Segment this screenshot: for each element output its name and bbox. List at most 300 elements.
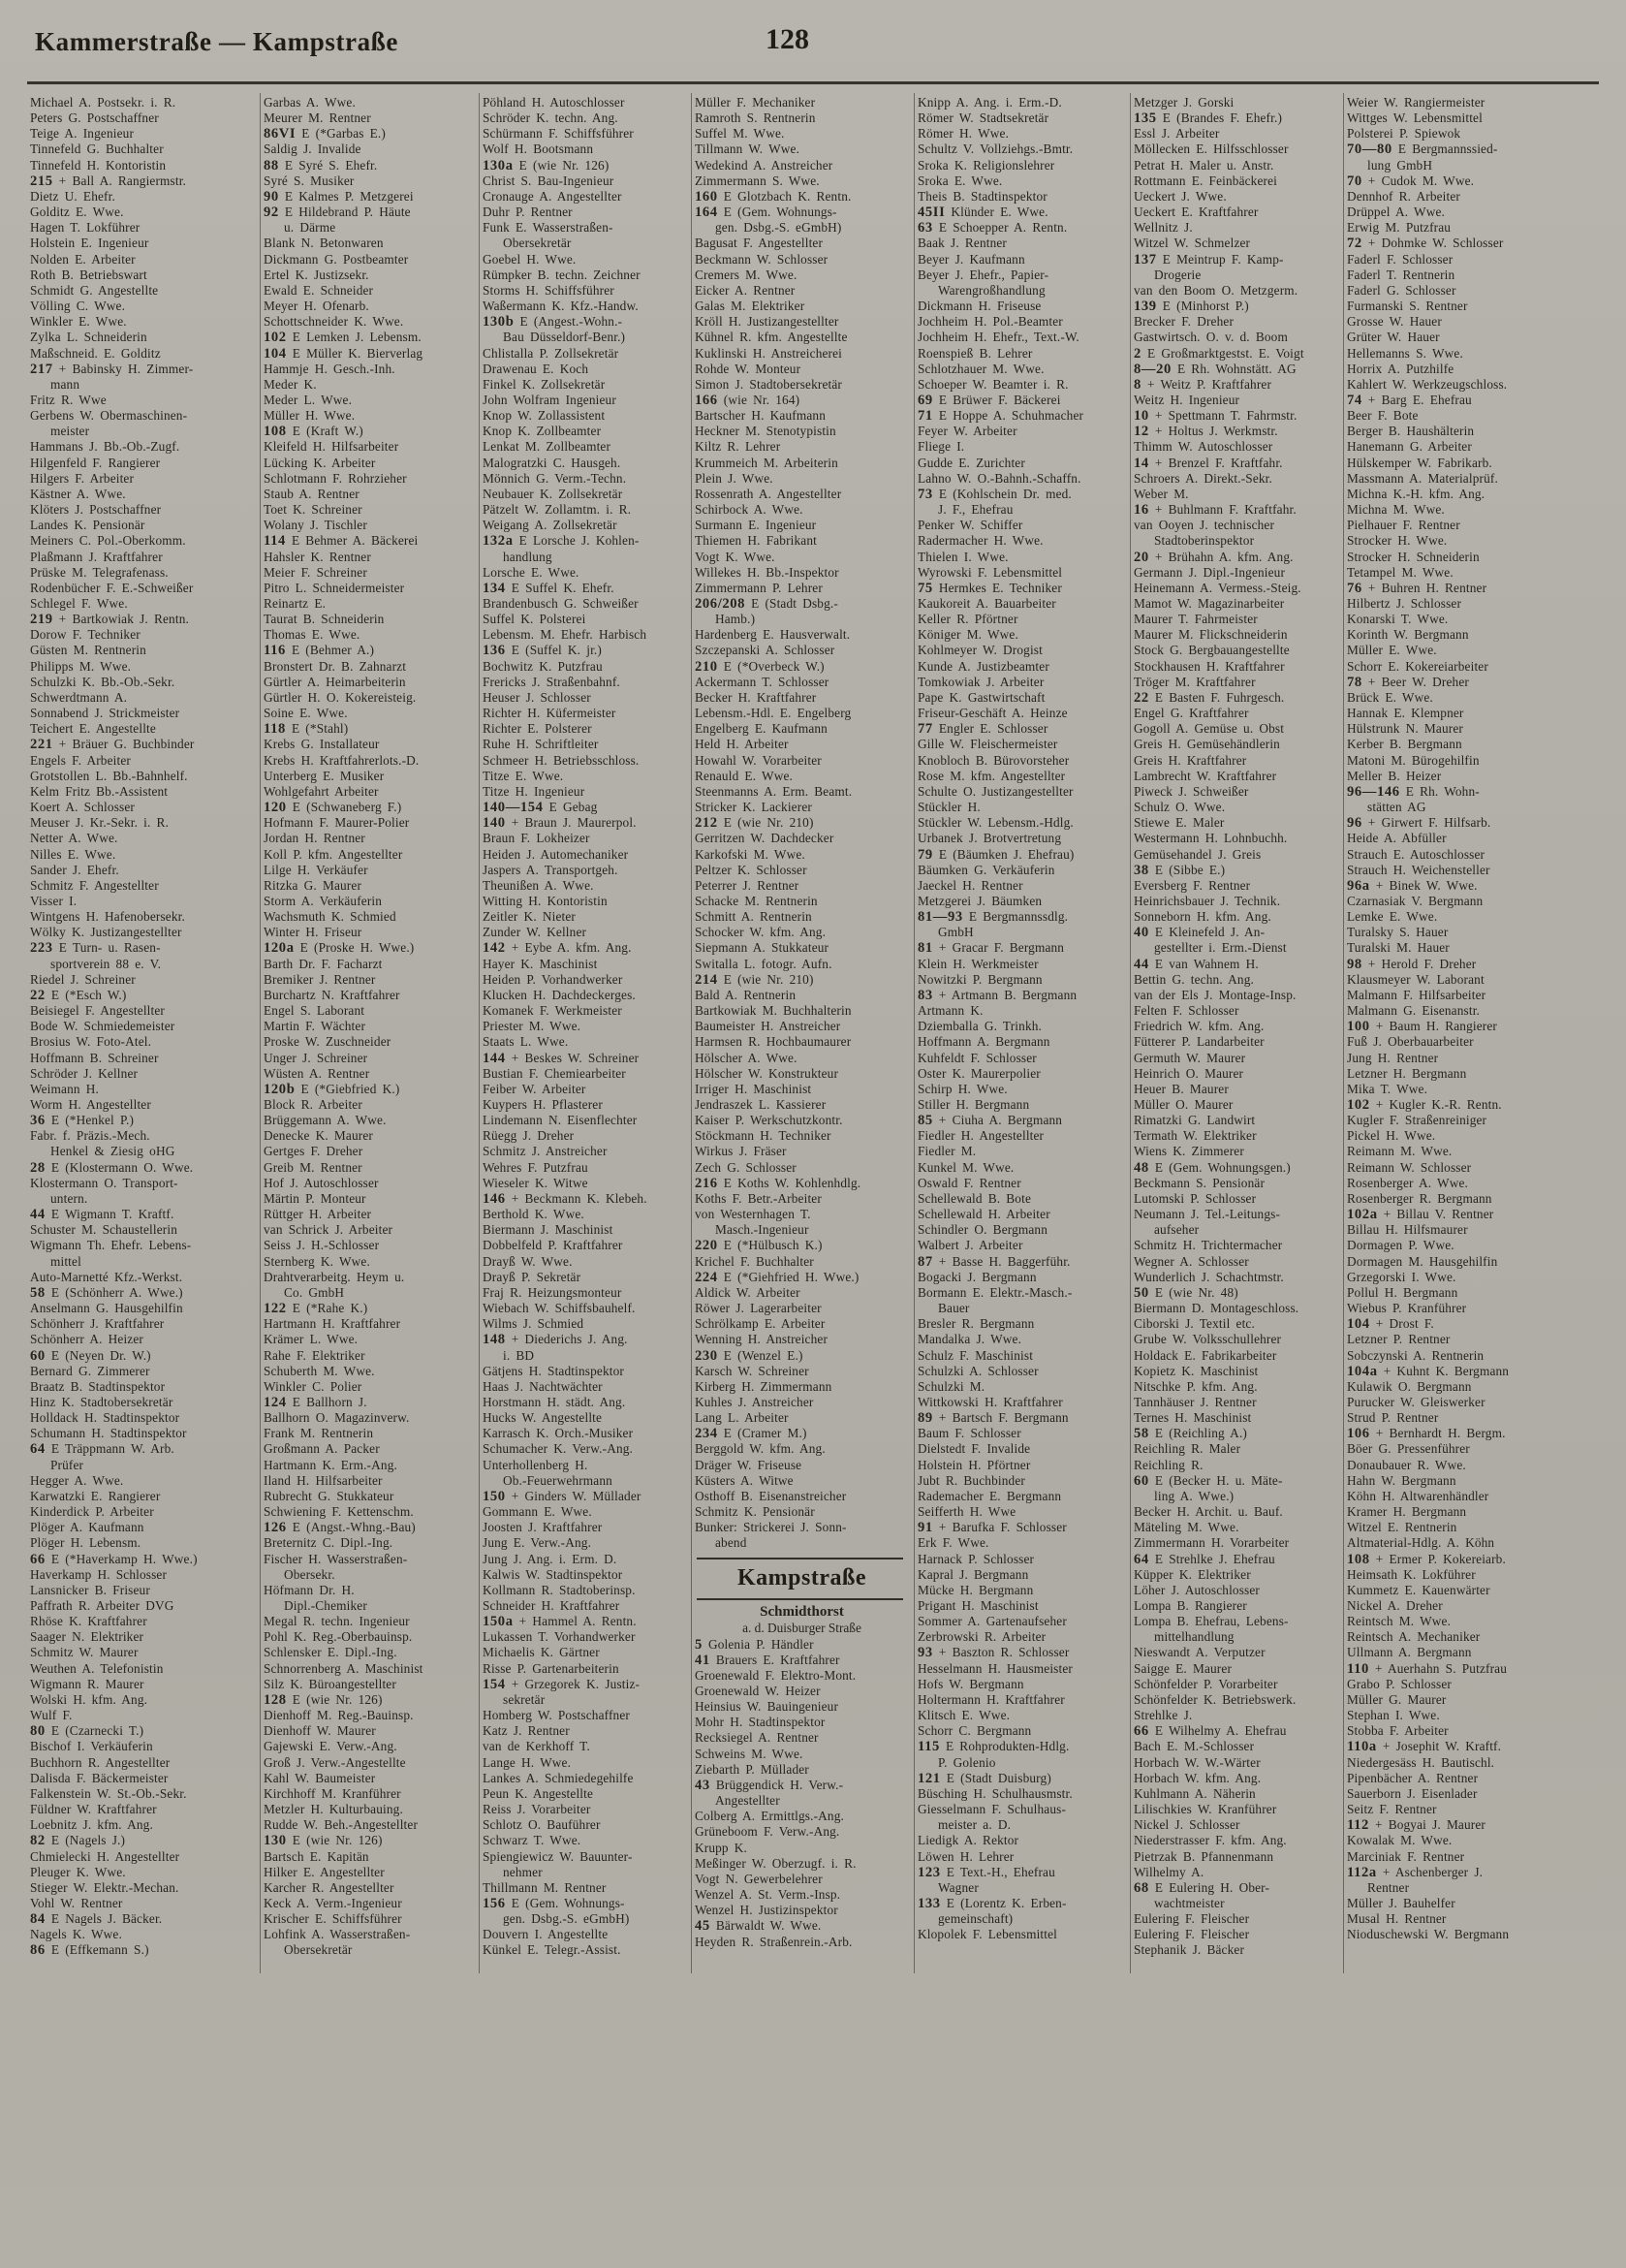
directory-entry: Rüegg J. Dreher bbox=[483, 1128, 575, 1144]
directory-entry: 154 + Grzegorek K. Justiz- bbox=[483, 1676, 641, 1692]
directory-entry: Martin F. Wächter bbox=[264, 1019, 366, 1034]
directory-entry: Wolf H. Bootsmann bbox=[483, 142, 594, 157]
column-2 bbox=[260, 93, 479, 1973]
directory-entry: Stiller H. Bergmann bbox=[918, 1097, 1030, 1112]
directory-entry: Peters G. Postschaffner bbox=[30, 110, 159, 126]
directory-entry: 144 + Beskes W. Schreiner bbox=[483, 1050, 640, 1066]
directory-entry: Toet K. Schreiner bbox=[264, 502, 362, 518]
directory-entry: Turalski M. Hauer bbox=[1347, 940, 1450, 956]
directory-entry: Karrasch K. Orch.-Musiker bbox=[483, 1426, 634, 1441]
directory-entry: Grosse W. Hauer bbox=[1347, 314, 1442, 330]
directory-entry: Schorr E. Kokereiarbeiter bbox=[1347, 658, 1488, 674]
directory-entry: Reimann W. Schlosser bbox=[1347, 1159, 1472, 1175]
directory-entry: Lebensm.-Hdl. E. Engelberg bbox=[695, 706, 852, 721]
house-number: 73 bbox=[918, 486, 933, 502]
directory-entry: Tinnefeld G. Buchhalter bbox=[30, 142, 164, 157]
district-subheader: Schmidthorst bbox=[760, 1603, 844, 1620]
directory-entry: Braun F. Lokheizer bbox=[483, 831, 590, 846]
directory-entry: Hofs W. Bergmann bbox=[918, 1676, 1024, 1691]
house-number: 20 bbox=[1134, 549, 1149, 565]
directory-entry: Seiss J. H.-Schlosser bbox=[264, 1238, 380, 1253]
directory-entry: Held H. Arbeiter bbox=[695, 737, 789, 752]
directory-entry: Storms H. Schiffsführer bbox=[483, 282, 614, 298]
directory-entry: Stückler W. Lebensm.-Hdlg. bbox=[918, 815, 1074, 831]
directory-entry: Krämer L. Wwe. bbox=[264, 1332, 359, 1347]
house-number: 120a bbox=[264, 940, 295, 957]
house-number: 150 bbox=[483, 1488, 506, 1504]
column-3 bbox=[479, 93, 691, 1973]
directory-entry: Beer F. Bote bbox=[1347, 408, 1419, 424]
directory-entry: Gastwirtsch. O. v. d. Boom bbox=[1134, 330, 1288, 345]
directory-entry: 58 E (Reichling A.) bbox=[1134, 1426, 1247, 1442]
directory-entry: Weuthen A. Telefonistin bbox=[30, 1660, 164, 1676]
directory-entry: Gerritzen W. Dachdecker bbox=[695, 831, 834, 846]
directory-entry: Saldig J. Invalide bbox=[264, 142, 361, 157]
directory-entry: 140—154 E Gebag bbox=[483, 800, 598, 816]
directory-entry: Unterberg E. Musiker bbox=[264, 768, 385, 783]
house-number: 14 bbox=[1134, 455, 1149, 471]
directory-entry: Termath W. Elektriker bbox=[1134, 1128, 1257, 1144]
directory-entry: Wellnitz J. bbox=[1134, 220, 1193, 236]
directory-entry: Proske W. Zuschneider bbox=[264, 1034, 391, 1050]
directory-entry: Knop W. Zollassistent bbox=[483, 408, 606, 424]
directory-entry: Piweck J. Schweißer bbox=[1134, 783, 1249, 799]
house-number: 104a bbox=[1347, 1363, 1378, 1379]
directory-entry: Greis H. Gemüsehändlerin bbox=[1134, 737, 1280, 752]
house-number: 160 bbox=[695, 188, 718, 205]
directory-entry: Horstmann H. städt. Ang. bbox=[483, 1394, 626, 1409]
directory-entry: Chmielecki H. Angestellter bbox=[30, 1848, 180, 1864]
house-number: 148 bbox=[483, 1332, 506, 1348]
directory-entry: Meiners C. Pol.-Oberkomm. bbox=[30, 533, 186, 549]
directory-entry: Hof J. Autoschlosser bbox=[264, 1175, 379, 1190]
house-number: 142 bbox=[483, 940, 506, 957]
house-number: 130b bbox=[483, 314, 515, 331]
house-number: 69 bbox=[918, 392, 933, 408]
house-number: 212 bbox=[695, 815, 718, 832]
directory-entry: 120a E (Proske H. Wwe.) bbox=[264, 940, 415, 957]
directory-entry: John Wolfram Ingenieur bbox=[483, 392, 616, 407]
house-number: 2 bbox=[1134, 345, 1141, 362]
directory-entry: Strocker H. Wwe. bbox=[1347, 533, 1448, 549]
directory-entry: Radermacher H. Wwe. bbox=[918, 533, 1044, 549]
directory-entry: Zech G. Schlosser bbox=[695, 1159, 797, 1175]
directory-entry: Wittges W. Lebensmittel bbox=[1347, 110, 1483, 126]
directory-entry: Meßinger W. Oberzugf. i. R. bbox=[695, 1855, 857, 1871]
directory-entry: Gertges F. Dreher bbox=[264, 1144, 363, 1159]
directory-entry: Peun K. Angestellte bbox=[483, 1785, 594, 1801]
directory-entry: Frericks J. Straßenbahnf. bbox=[483, 674, 620, 689]
directory-entry: Zylka L. Schneiderin bbox=[30, 330, 147, 345]
directory-entry: Weber M. bbox=[1134, 486, 1189, 501]
directory-entry: Nowitzki P. Bergmann bbox=[918, 971, 1043, 987]
directory-entry: Heuser J. Schlosser bbox=[483, 689, 591, 705]
directory-entry: Kopietz K. Maschinist bbox=[1134, 1363, 1259, 1378]
directory-entry: Gudde E. Zurichter bbox=[918, 455, 1025, 470]
directory-entry: Baak J. Rentner bbox=[918, 236, 1008, 251]
directory-entry: Simon J. Stadtobersekretär bbox=[695, 376, 843, 392]
directory-entry: 140 + Braun J. Maurerpol. bbox=[483, 815, 637, 832]
directory-entry: 210 E (*Overbeck W.) bbox=[695, 658, 825, 675]
directory-entry: Holtermann H. Kraftfahrer bbox=[918, 1691, 1065, 1707]
house-number: 84 bbox=[30, 1911, 46, 1928]
directory-entry: Barth Dr. F. Facharzt bbox=[264, 956, 383, 971]
directory-entry: Eversberg F. Rentner bbox=[1134, 877, 1251, 893]
directory-entry: Gajewski E. Verw.-Ang. bbox=[264, 1739, 397, 1754]
directory-entry: Vogt N. Gewerbelehrer bbox=[695, 1871, 823, 1886]
directory-entry: Jordan H. Rentner bbox=[264, 831, 365, 846]
house-number: 140—154 bbox=[483, 800, 544, 816]
directory-entry: mittelhandlung bbox=[1154, 1629, 1235, 1645]
directory-entry: Konarski T. Wwe. bbox=[1347, 612, 1449, 627]
directory-entry: Wilhelmy A. bbox=[1134, 1864, 1204, 1879]
directory-entry: J. F., Ehefrau bbox=[938, 502, 1014, 518]
directory-entry: Funk E. Wasserstraßen- bbox=[483, 220, 613, 236]
directory-entry: Mamot W. Magazinarbeiter bbox=[1134, 596, 1285, 611]
directory-entry: Kaiser P. Werkschutzkontr. bbox=[695, 1113, 843, 1128]
directory-entry: Becker H. Kraftfahrer bbox=[695, 689, 817, 705]
directory-entry: 100 + Baum H. Rangierer bbox=[1347, 1019, 1498, 1035]
directory-entry: Landes K. Pensionär bbox=[30, 518, 145, 533]
directory-entry: Priester M. Wwe. bbox=[483, 1019, 581, 1034]
directory-entry: Meder L. Wwe. bbox=[264, 392, 353, 407]
directory-entry: Goebel H. Wwe. bbox=[483, 251, 577, 267]
directory-entry: Schottschneider K. Wwe. bbox=[264, 314, 404, 330]
directory-entry: Bach E. M.-Schlosser bbox=[1134, 1739, 1255, 1754]
directory-entry: 124 E Ballhorn J. bbox=[264, 1394, 367, 1410]
directory-entry: Harnack P. Schlosser bbox=[918, 1551, 1035, 1566]
directory-entry: Schmidt G. Angestellte bbox=[30, 282, 159, 298]
house-number: 234 bbox=[695, 1426, 718, 1442]
directory-entry: Grabo P. Schlosser bbox=[1347, 1676, 1452, 1691]
directory-entry: Dielstedt F. Invalide bbox=[918, 1441, 1031, 1457]
house-number: 80 bbox=[30, 1723, 46, 1740]
directory-entry: gestellter i. Erm.-Dienst bbox=[1154, 940, 1287, 956]
directory-entry: Dietz U. Ehefr. bbox=[30, 188, 115, 204]
directory-entry: Lompa B. Ehefrau, Lebens- bbox=[1134, 1614, 1289, 1629]
directory-entry: Pohl K. Reg.-Oberbauinsp. bbox=[264, 1629, 413, 1645]
directory-entry: 139 E (Minhorst P.) bbox=[1134, 299, 1249, 315]
directory-entry: Schlensker E. Dipl.-Ing. bbox=[264, 1645, 397, 1660]
directory-entry: Peltzer K. Schlosser bbox=[695, 862, 807, 877]
directory-entry: von Westernhagen T. bbox=[695, 1207, 811, 1222]
directory-entry: Wigmann R. Maurer bbox=[30, 1676, 144, 1691]
house-number: 22 bbox=[30, 987, 46, 1003]
directory-entry: mann bbox=[50, 376, 80, 392]
directory-entry: Giesselmann F. Schulhaus- bbox=[918, 1802, 1067, 1817]
house-number: 116 bbox=[264, 643, 286, 659]
directory-entry: Lohfink A. Wasserstraßen- bbox=[264, 1927, 411, 1942]
directory-entry: i. BD bbox=[503, 1347, 535, 1363]
directory-entry: 135 E (Brandes F. Ehefr.) bbox=[1134, 110, 1283, 127]
directory-entry: Haas J. Nachtwächter bbox=[483, 1378, 603, 1394]
directory-entry: Schacke M. Rentnerin bbox=[695, 893, 818, 908]
directory-entry: Pollul H. Bergmann bbox=[1347, 1284, 1458, 1300]
house-number: 41 bbox=[695, 1652, 710, 1668]
directory-entry: 70—80 E Bergmannssied- bbox=[1347, 142, 1498, 158]
directory-entry: sekretär bbox=[503, 1691, 546, 1707]
house-number: 140 bbox=[483, 815, 506, 832]
directory-entry: Niedergesäss H. Bautischl. bbox=[1347, 1754, 1495, 1770]
directory-entry: Auto-Marnetté Kfz.-Werkst. bbox=[30, 1269, 183, 1284]
house-number: 106 bbox=[1347, 1426, 1370, 1442]
directory-entry: Schröder K. techn. Ang. bbox=[483, 110, 618, 126]
directory-entry: Drahtverarbeitg. Heym u. bbox=[264, 1269, 405, 1284]
directory-entry: Kohlmeyer W. Drogist bbox=[918, 643, 1043, 658]
directory-entry: Hayer K. Maschinist bbox=[483, 956, 598, 971]
house-number: 58 bbox=[1134, 1426, 1149, 1442]
directory-entry: Baum F. Schlosser bbox=[918, 1426, 1021, 1441]
directory-entry: Greis H. Kraftfahrer bbox=[1134, 752, 1247, 768]
house-number: 130a bbox=[483, 157, 514, 173]
directory-entry: Lang L. Arbeiter bbox=[695, 1410, 789, 1426]
house-number: 75 bbox=[918, 580, 933, 596]
directory-entry: Schmitz J. Anstreicher bbox=[483, 1144, 608, 1159]
directory-entry: Malmann F. Hilfsarbeiter bbox=[1347, 987, 1486, 1002]
directory-entry: Wieseler K. Witwe bbox=[483, 1175, 588, 1190]
directory-entry: Zimmermann H. Vorarbeiter bbox=[1134, 1535, 1290, 1551]
directory-entry: Brandenbusch G. Schweißer bbox=[483, 596, 639, 611]
directory-entry: Prüfer bbox=[50, 1457, 84, 1472]
directory-entry: Schwarz T. Wwe. bbox=[483, 1833, 581, 1848]
directory-entry: abend bbox=[715, 1535, 747, 1551]
directory-entry: Bustian F. Chemiearbeiter bbox=[483, 1065, 626, 1081]
directory-entry: Lilge H. Verkäufer bbox=[264, 862, 368, 877]
directory-entry: Drawenau E. Koch bbox=[483, 361, 589, 376]
directory-entry: Kugler F. Straßenreiniger bbox=[1347, 1113, 1487, 1128]
directory-entry: Prüske M. Telegrafenass. bbox=[30, 564, 169, 580]
directory-entry: Lilischkies W. Kranführer bbox=[1134, 1802, 1277, 1817]
directory-entry: Hesselmann H. Hausmeister bbox=[918, 1660, 1073, 1676]
directory-entry: 104 + Drost F. bbox=[1347, 1316, 1434, 1333]
directory-entry: Fischer H. Wasserstraßen- bbox=[264, 1551, 408, 1566]
directory-entry: Witzel E. Rentnerin bbox=[1347, 1520, 1457, 1535]
directory-entry: Harmsen R. Hochbaumaurer bbox=[695, 1034, 852, 1050]
column-1 bbox=[27, 93, 260, 1973]
house-number: 108 bbox=[264, 424, 287, 440]
street-section-header: Kampstraße bbox=[737, 1564, 866, 1591]
house-number: 48 bbox=[1134, 1159, 1149, 1176]
directory-entry: Hamb.) bbox=[715, 612, 756, 627]
directory-entry: Donaubauer R. Wwe. bbox=[1347, 1457, 1466, 1472]
directory-entry: Höfmann Dr. H. bbox=[264, 1582, 355, 1597]
directory-entry: Strehlke J. bbox=[1134, 1708, 1193, 1723]
directory-entry: Michna M. Wwe. bbox=[1347, 502, 1445, 518]
directory-entry: Mohr H. Stadtinspektor bbox=[695, 1715, 826, 1730]
directory-entry: Chlistalla P. Zollsekretär bbox=[483, 345, 619, 361]
page-number: 128 bbox=[766, 23, 809, 55]
directory-entry: Weimann H. bbox=[30, 1081, 99, 1096]
directory-entry: 121 E (Stadt Duisburg) bbox=[918, 1770, 1051, 1786]
directory-entry: Garbas A. Wwe. bbox=[264, 95, 356, 110]
directory-entry: Tinnefeld H. Kontoristin bbox=[30, 157, 167, 173]
directory-entry: Kuhfeldt F. Schlosser bbox=[918, 1050, 1037, 1065]
directory-entry: Artmann K. bbox=[918, 1003, 984, 1019]
directory-entry: Burchartz N. Kraftfahrer bbox=[264, 987, 400, 1002]
directory-entry: Sonneborn H. kfm. Ang. bbox=[1134, 909, 1271, 925]
directory-entry: Rossenrath A. Angestellter bbox=[695, 486, 842, 501]
directory-entry: Faderl T. Rentnerin bbox=[1347, 267, 1455, 282]
directory-entry: Theis B. Stadtinspektor bbox=[918, 188, 1048, 204]
directory-entry: Dormagen P. Wwe. bbox=[1347, 1238, 1454, 1253]
directory-entry: Meder K. bbox=[264, 376, 317, 392]
directory-entry: Drüppel A. Wwe. bbox=[1347, 205, 1446, 220]
directory-entry: Block R. Arbeiter bbox=[264, 1097, 362, 1112]
directory-entry: sportverein 88 e. V. bbox=[50, 956, 162, 971]
directory-entry: Hilker E. Angestellter bbox=[264, 1864, 385, 1879]
directory-entry: Essl J. Arbeiter bbox=[1134, 126, 1220, 142]
directory-entry: Ballhorn O. Magazinverw. bbox=[264, 1410, 410, 1426]
house-number: 219 bbox=[30, 612, 53, 628]
directory-entry: Lutomski P. Schlosser bbox=[1134, 1190, 1257, 1206]
directory-entry: Beyer J. Kaufmann bbox=[918, 251, 1025, 267]
directory-entry: Hahn W. Bergmann bbox=[1347, 1472, 1456, 1488]
directory-entry: Hannak E. Klempner bbox=[1347, 706, 1464, 721]
directory-entry: Rottmann E. Feinbäckerei bbox=[1134, 173, 1278, 188]
directory-entry: Jung J. Ang. i. Erm. D. bbox=[483, 1551, 617, 1566]
directory-entry: Strud P. Rentner bbox=[1347, 1410, 1439, 1426]
directory-entry: 66 E (*Haverkamp H. Wwe.) bbox=[30, 1551, 198, 1567]
directory-entry: Wulf F. bbox=[30, 1708, 73, 1723]
directory-entry: 108 + Ermer P. Kokereiarb. bbox=[1347, 1551, 1506, 1567]
house-number: 8—20 bbox=[1134, 361, 1172, 377]
directory-entry: Urbanek J. Brotvertretung bbox=[918, 831, 1062, 846]
directory-entry: Seifferth H. Wwe bbox=[918, 1504, 1016, 1520]
directory-entry: Hartmann H. Kraftfahrer bbox=[264, 1316, 401, 1332]
directory-entry: Jaspers A. Transportgeh. bbox=[483, 862, 618, 877]
directory-entry: Faderl G. Schlosser bbox=[1347, 282, 1456, 298]
directory-entry: Malogratzki C. Hausgeh. bbox=[483, 455, 621, 470]
directory-entry: Metzler H. Kulturbauing. bbox=[264, 1802, 403, 1817]
house-number: 217 bbox=[30, 361, 53, 377]
directory-entry: Richter E. Polsterer bbox=[483, 721, 592, 737]
directory-entry: Kunkel M. Wwe. bbox=[918, 1159, 1015, 1175]
directory-entry: Gemüsehandel J. Greis bbox=[1134, 846, 1262, 862]
house-number: 43 bbox=[695, 1777, 710, 1793]
directory-entry: Biermann D. Montageschloss. bbox=[1134, 1301, 1299, 1316]
house-number: 121 bbox=[918, 1770, 941, 1786]
house-number: 60 bbox=[1134, 1472, 1149, 1489]
directory-entry: Silz K. Büroangestellter bbox=[264, 1676, 396, 1691]
directory-entry: Sauerborn J. Eisenlader bbox=[1347, 1785, 1478, 1801]
directory-entry: Klitsch E. Wwe. bbox=[918, 1708, 1011, 1723]
directory-entry: Furmanski S. Rentner bbox=[1347, 299, 1468, 314]
directory-entry: Rimatzki G. Landwirt bbox=[1134, 1113, 1256, 1128]
directory-entry: Grüneboom F. Verw.-Ang. bbox=[695, 1824, 840, 1840]
directory-entry: 118 E (*Stahl) bbox=[264, 721, 349, 738]
directory-entry: Zimmermann S. Wwe. bbox=[695, 173, 820, 188]
house-number: 5 bbox=[695, 1636, 703, 1653]
directory-entry: Stückler H. bbox=[918, 800, 981, 815]
directory-entry: Lindemann N. Eisenflechter bbox=[483, 1113, 638, 1128]
house-number: 87 bbox=[918, 1253, 933, 1270]
directory-entry: Polsterei P. Spiewok bbox=[1347, 126, 1461, 142]
directory-entry: Hölscher W. Konstrukteur bbox=[695, 1065, 839, 1081]
directory-entry: 66 E Wilhelmy A. Ehefrau bbox=[1134, 1723, 1287, 1740]
column-6 bbox=[1130, 93, 1343, 1973]
directory-entry: Dickmann H. Friseuse bbox=[918, 299, 1042, 314]
section-rule bbox=[697, 1558, 903, 1559]
directory-entry: Nieswandt A. Verputzer bbox=[1134, 1645, 1266, 1660]
directory-entry: Dobbelfeld P. Kraftfahrer bbox=[483, 1238, 623, 1253]
directory-entry: 2 E Großmarktgestst. E. Voigt bbox=[1134, 345, 1304, 362]
directory-entry: Schindler O. Bergmann bbox=[918, 1222, 1048, 1238]
directory-entry: Bartsch E. Kapitän bbox=[264, 1848, 369, 1864]
directory-entry: Hammans J. Bb.-Ob.-Zugf. bbox=[30, 439, 180, 455]
directory-entry: Bagusat F. Angestellter bbox=[695, 236, 824, 251]
directory-entry: Metzger J. Gorski bbox=[1134, 95, 1235, 110]
house-number: 44 bbox=[30, 1207, 46, 1223]
directory-entry: Angestellter bbox=[715, 1793, 780, 1809]
directory-entry: Müller G. Maurer bbox=[1347, 1691, 1447, 1707]
directory-entry: Karsch W. Schreiner bbox=[695, 1363, 809, 1378]
directory-entry: Willekes H. Bb.-Inspektor bbox=[695, 564, 839, 580]
directory-entry: Megal R. techn. Ingenieur bbox=[264, 1614, 410, 1629]
directory-entry: Winkler C. Polier bbox=[264, 1378, 362, 1394]
directory-entry: 82 E (Nagels J.) bbox=[30, 1833, 126, 1849]
directory-entry: Knop K. Zollbeamter bbox=[483, 424, 602, 439]
directory-entry: GmbH bbox=[938, 925, 974, 940]
directory-entry: Faderl F. Schlosser bbox=[1347, 251, 1454, 267]
directory-entry: Kollmann R. Stadtoberinsp. bbox=[483, 1582, 636, 1597]
house-number: 120b bbox=[264, 1081, 296, 1097]
directory-entry: Horrix A. Putzhilfe bbox=[1347, 361, 1454, 376]
house-number: 74 bbox=[1347, 392, 1362, 408]
directory-entry: Hoffmann A. Bergmann bbox=[918, 1034, 1050, 1050]
house-number: 118 bbox=[264, 721, 286, 738]
directory-entry: Schulzki M. bbox=[918, 1378, 985, 1394]
directory-entry: Becker H. Archit. u. Bauf. bbox=[1134, 1504, 1283, 1520]
directory-entry: Großmann A. Packer bbox=[264, 1441, 380, 1457]
directory-entry: Witzel W. Schmelzer bbox=[1134, 236, 1251, 251]
directory-entry: Drogerie bbox=[1154, 267, 1202, 282]
directory-entry: Zunder W. Kellner bbox=[483, 925, 587, 940]
house-number: 66 bbox=[30, 1551, 46, 1567]
directory-entry: 128 E (wie Nr. 126) bbox=[264, 1691, 383, 1708]
directory-entry: 142 + Eybe A. kfm. Ang. bbox=[483, 940, 632, 957]
directory-entry: Tillmann W. Wwe. bbox=[695, 142, 800, 157]
directory-entry: Mönnich G. Verm.-Techn. bbox=[483, 470, 627, 486]
house-number: 38 bbox=[1134, 862, 1149, 878]
directory-entry: 83 + Artmann B. Bergmann bbox=[918, 987, 1078, 1003]
directory-entry: Teige A. Ingenieur bbox=[30, 126, 135, 142]
directory-entry: Seitz F. Rentner bbox=[1347, 1802, 1437, 1817]
directory-entry: stätten AG bbox=[1367, 800, 1426, 815]
directory-entry: Weitz H. Ingenieur bbox=[1134, 392, 1240, 407]
directory-entry: 160 E Glotzbach K. Rentn. bbox=[695, 188, 852, 205]
directory-entry: 132a E Lorsche J. Kohlen- bbox=[483, 533, 640, 550]
directory-entry: Germuth W. Maurer bbox=[1134, 1050, 1246, 1065]
directory-entry: 86VI E (*Garbas E.) bbox=[264, 126, 386, 142]
directory-entry: Holstein H. Pförtner bbox=[918, 1457, 1031, 1472]
directory-entry: Jung H. Rentner bbox=[1347, 1050, 1439, 1065]
directory-entry: 102a + Billau V. Rentner bbox=[1347, 1207, 1494, 1223]
directory-entry: 91 + Barufka F. Schlosser bbox=[918, 1520, 1067, 1536]
directory-entry: Kahl W. Baumeister bbox=[264, 1770, 376, 1785]
directory-entry: Anselmann G. Hausgehilfin bbox=[30, 1301, 183, 1316]
directory-entry: Krichel F. Buchhalter bbox=[695, 1253, 814, 1269]
directory-entry: 50 E (wie Nr. 48) bbox=[1134, 1284, 1238, 1301]
house-number: 215 bbox=[30, 173, 53, 189]
directory-entry: Klostermann O. Transport- bbox=[30, 1175, 178, 1190]
directory-entry: Heiden J. Automechaniker bbox=[483, 846, 629, 862]
directory-entry: Waßermann K. Kfz.-Handw. bbox=[483, 299, 639, 314]
directory-entry: ling A. Wwe.) bbox=[1154, 1488, 1235, 1503]
directory-entry: Rodenbücher F. E.-Schweißer bbox=[30, 580, 194, 595]
directory-entry: Syré S. Musiker bbox=[264, 173, 355, 188]
directory-entry: Lompa B. Rangierer bbox=[1134, 1598, 1247, 1613]
directory-entry: wachtmeister bbox=[1154, 1895, 1225, 1910]
